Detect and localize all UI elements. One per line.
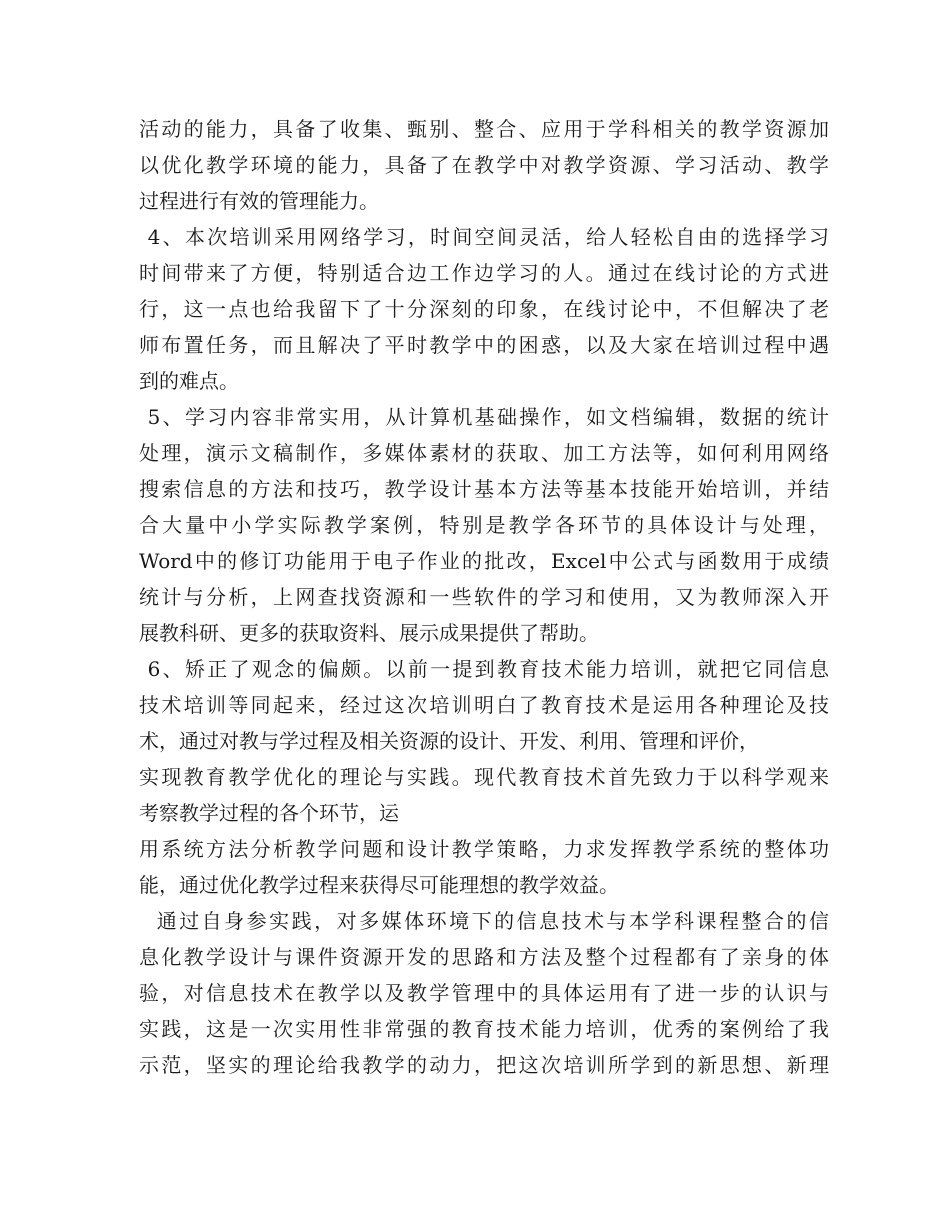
text-line: 能，通过优化教学过程来获得尽可能理想的教学效益。 (139, 873, 619, 897)
text-line: 实现教育教学优化的理论与实践。现代教育技术首先致力于以科学观来 (139, 765, 829, 789)
text-line: 5、学习内容非常实用，从计算机基础操作，如文档编辑，数据的统计 (139, 405, 829, 429)
text-line: 技术培训等同起来，经过这次培训明白了教育技术是运用各种理论及技 (139, 693, 829, 717)
text-line: 示范，坚实的理论给我教学的动力，把这次培训所学到的新思想、新理 (139, 1053, 829, 1077)
document-body (139, 111, 829, 1083)
text-line: 活动的能力，具备了收集、甄别、整合、应用于学科相关的教学资源加 (139, 117, 829, 141)
text-line: 用系统方法分析教学问题和设计教学策略，力求发挥教学系统的整体功 (139, 837, 829, 861)
text-line: 到的难点。 (139, 369, 239, 393)
text-line: 合大量中小学实际教学案例，特别是教学各环节的具体设计与处理， (139, 513, 829, 537)
text-line: 实践，这是一次实用性非常强的教育技术能力培训，优秀的案例给了我 (139, 1017, 829, 1041)
text-line: 术，通过对教与学过程及相关资源的设计、开发、利用、管理和评价， (139, 729, 759, 753)
text-line: 过程进行有效的管理能力。 (139, 189, 379, 213)
text-line: 通过自身参实践，对多媒体环境下的信息技术与本学科课程整合的信 (139, 909, 829, 933)
text-line: 师布置任务，而且解决了平时教学中的困惑，以及大家在培训过程中遇 (139, 333, 829, 357)
text-line: 处理，演示文稿制作，多媒体素材的获取、加工方法等，如何利用网络 (139, 441, 829, 465)
text-line: Word中的修订功能用于电子作业的批改，Excel中公式与函数用于成绩 (139, 549, 829, 573)
text-line: 以优化教学环境的能力，具备了在教学中对教学资源、学习活动、教学 (139, 153, 829, 177)
text-line: 行，这一点也给我留下了十分深刻的印象，在线讨论中，不但解决了老 (139, 297, 829, 321)
text-line: 6、矫正了观念的偏颇。以前一提到教育技术能力培训，就把它同信息 (139, 657, 829, 681)
text-line: 时间带来了方便，特别适合边工作边学习的人。通过在线讨论的方式进 (139, 261, 829, 285)
text-line: 息化教学设计与课件资源开发的思路和方法及整个过程都有了亲身的体 (139, 945, 829, 969)
text-line: 统计与分析，上网查找资源和一些软件的学习和使用，又为教师深入开 (139, 585, 829, 609)
text-line: 搜索信息的方法和技巧，教学设计基本方法等基本技能开始培训，并结 (139, 477, 829, 501)
text-line: 4、本次培训采用网络学习，时间空间灵活，给人轻松自由的选择学习 (139, 225, 829, 249)
text-line: 验，对信息技术在教学以及教学管理中的具体运用有了进一步的认识与 (139, 981, 829, 1005)
text-line: 展教科研、更多的获取资料、展示成果提供了帮助。 (139, 621, 599, 645)
text-line: 考察教学过程的各个环节，运 (139, 801, 399, 825)
